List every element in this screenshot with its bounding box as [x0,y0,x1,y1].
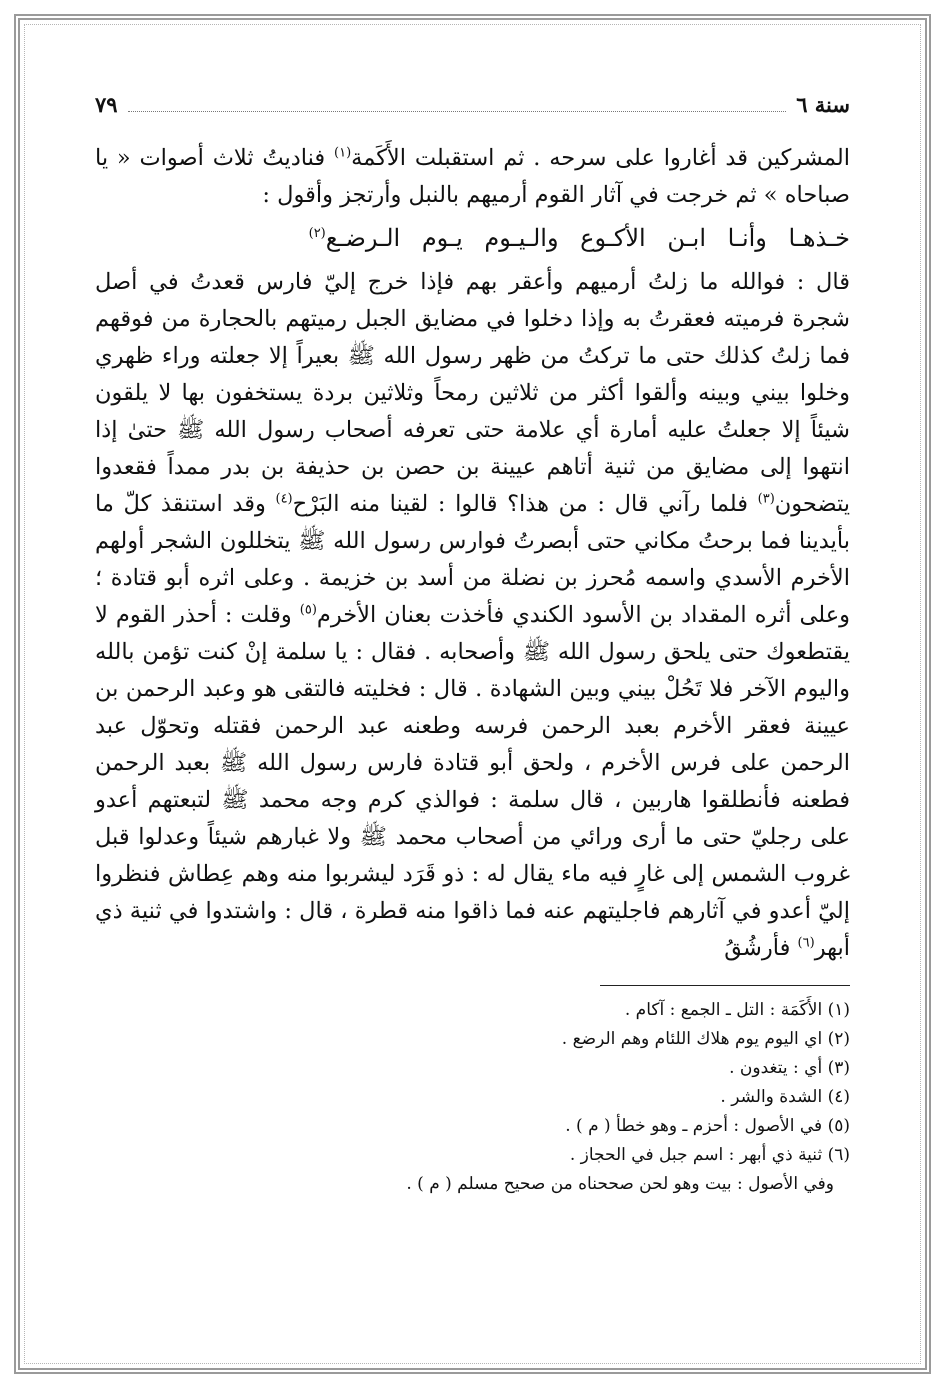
narrative-part-2: فلما رآني قال : من هذا؟ قالوا : لقينا منه البَرْح [292,491,758,517]
footnote-item: (١) الأَكَمَة : التل ـ الجمع : آكام . [624,1000,850,1020]
narrative-part-1: قال : فوالله ما زلتُ أرميهم وأعقر بهم فإذا خرج إليّ فارس قعدتُ في أصل شجرة فرميته فعقرتُ به وإذا دخلوا في مضايق الجبل رميتهم بالحجارة من فوقهم فما زلتُ كذلك حتى ما تركتُ من ظهر رسول الله ﷺ بعيراً إلا جعلته وراء ظهري وخلوا بيني وبينه وألقوا أكثر من ثلاثين رمحاً وثلاثين بردة يستخفون بها لا يلقون شيئاً إلا جعلتُ عليه أمارة أي علامة حتى تعرفه أصحاب رسول الله ﷺ حتىٰ إذا انتهوا إلى مضايق من ثنية أتاهم عيينة بن حصن بن حذيفة بن بدر ممداً فقعدوا يتضحون [95,269,851,517]
footnote-item: (٤) الشدة والشر . [720,1087,850,1107]
footnote-ref-4: (٤) [275,491,293,507]
page-number: ٧٩ [95,92,118,117]
main-text [95,140,850,967]
footnotes [95,996,850,1199]
narrative-part-3: وقد استنقذ كلّ ما بأيدينا فما برحتُ مكاني حتى أبصرتُ فوارس رسول الله ﷺ يتخللون الشجر أولهم الأخرم الأسدي واسمه مُحرز بن نضلة من أسد بن خزيمة . وعلى اثره أبو قتادة ؛ وعلى أثره المقداد بن الأسود الكندي فأخذت بعنان الأخرم [95,491,850,628]
footnote-item: (٦) ثنية ذي أبهر : اسم جبل في الحجاز . [569,1145,850,1165]
footnote-item: (٥) في الأصول : أحزم ـ وهو خطأ ( م ) . [565,1116,850,1136]
footnote-ref-5: (٥) [299,602,317,618]
intro-paragraph [95,140,850,214]
footnote-ref-3: (٣) [757,491,775,507]
footnote-ref-6: (٦) [797,935,815,951]
footnote-ref-1: (١) [334,145,352,161]
verse-text: خـذهـا وأنـا ابـن الأكـوع والـيـوم يـوم الـرضـع [325,224,850,252]
narrative-part-5: فأرشُقُ [724,935,798,961]
section-title: سنة ٦ [796,92,850,117]
verse-line [95,218,850,258]
narrative-paragraph [95,264,850,967]
footnote-item: (٢) اي اليوم يوم هلاك اللئام وهم الرضع . [561,1029,850,1049]
page-content [95,92,850,1199]
running-header [95,92,850,128]
footnote-ref-2: (٢) [308,226,326,241]
intro-text: المشركين قد أغاروا على سرحه . ثم استقبلت الأَكَمة [351,145,850,171]
narrative-part-4: وقلت : أحذر القوم لا يقتطعوك حتى يلحق رسول الله ﷺ وأصحابه . فقال : يا سلمة إنْ كنت تؤمن بالله واليوم الآخر فلا تَحُلْ بيني وبين الشهادة . قال : فخليته فالتقى هو وعبد الرحمن بن عيينة فعقر الأخرم بعبد الرحمن فرسه وطعنه عبد الرحمن فقتله وتحوّل عبد الرحمن على فرس الأخرم ، ولحق أبو قتادة فارس رسول الله ﷺ بعبد الرحمن فطعنه فأنطلقوا هاربين ، قال سلمة : فوالذي كرم وجه محمد ﷺ لتبعتهم أعدو على رجليّ حتى ما أرى ورائي من أصحاب محمد ﷺ ولا غبارهم شيئاً وعدلوا قبل غروب الشمس إلى غارٍ فيه ماء يقال له : ذو قَرَد ليشربوا منه وهم عِطاش فنظروا إليّ أعدو في آثارهم فاجليتهم عنه فما ذاقوا منه قطرة ، قال : واشتدوا في ثنية ذي أبهر [95,602,850,961]
footnote-separator [600,985,850,986]
footnote-continuation: وفي الأصول : بيت وهو لحن صححناه من صحيح مسلم ( م ) . [406,1174,834,1194]
footnote-item: (٣) أي : يتغدون . [729,1058,850,1078]
intro-text-cont: فناديتُ ثلاث أصوات « يا صباحاه » ثم خرجت في آثار القوم أرميهم بالنبل وأرتجز وأقول : [95,145,850,208]
dotted-leader [128,95,787,112]
